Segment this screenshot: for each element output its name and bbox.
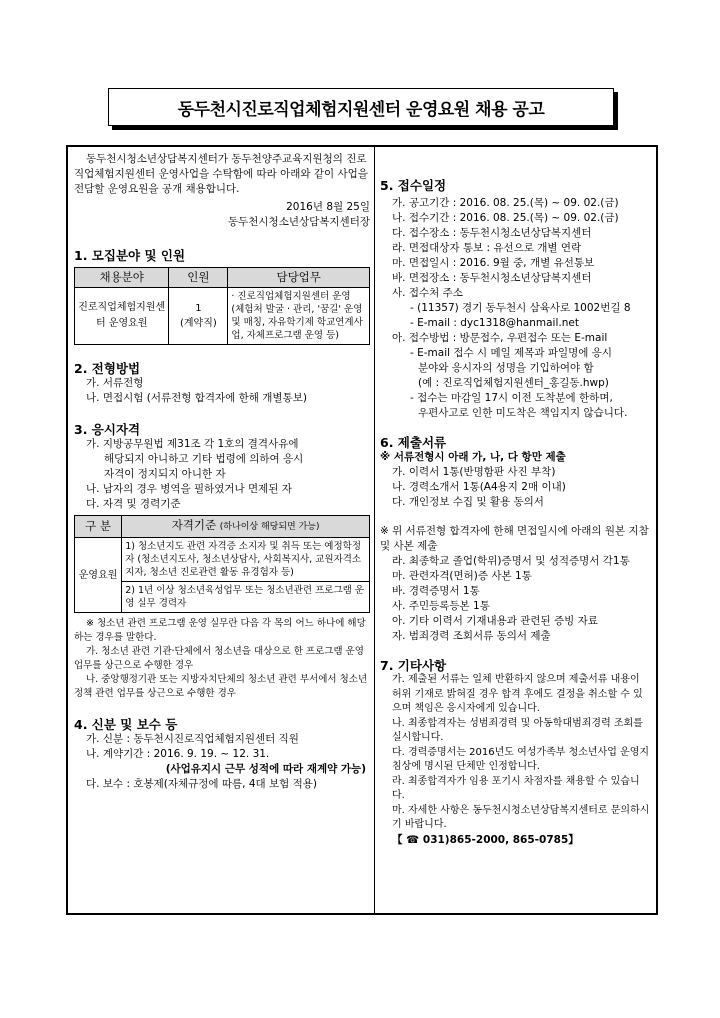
- s6-list2-i: 자. 범죄경력 조회서류 동의서 제출: [392, 630, 551, 642]
- s3-item-c: 다. 자격 및 경력기준: [86, 498, 181, 510]
- qualification-table: [74, 515, 370, 613]
- left-column: [74, 152, 370, 792]
- page-title: 동두천시진로직업체험지원센터 운영요원 채용 공고: [177, 99, 545, 120]
- s5-method-1: - E-mail 접수 시 메일 제목과 파일명에 응시: [410, 347, 613, 359]
- s5-item-d: 라. 면접대상자 통보 : 유선으로 개별 연락: [392, 242, 582, 254]
- s4-item-c: 다. 보수 : 호봉제(자체규정에 따름, 4대 보험 적용): [86, 778, 318, 790]
- s3-item-a2: 해당되지 아니하고 기타 법령에 의하여 응시: [104, 453, 304, 465]
- s4-item-b-note: (사업유지시 근무 성적에 따라 재계약 가능): [165, 763, 366, 775]
- s7-item-e: 마. 자세한 사항은 동두천시청소년상담복지센터로 문의하시기 바랍니다.: [392, 804, 650, 830]
- section6-heading: 6. 제출서류: [380, 435, 447, 450]
- s5-method-3: (예 : 진로직업체험지원센터_홍길동.hwp): [418, 377, 609, 389]
- s6-list1-a: 가. 이력서 1통(반명함판 사진 부착): [392, 466, 556, 478]
- title-box: [108, 88, 614, 126]
- s5-method-2: 분야와 응시자의 성명을 기입하여야 함: [418, 362, 594, 374]
- s5-item-f: 바. 면접장소 : 동두천시청소년상담복지센터: [392, 272, 592, 284]
- s5-method: 아. 접수방법 : 방문접수, 우편접수 또는 E-mail: [392, 332, 608, 344]
- s6-list1-c: 다. 개인정보 수집 및 활용 동의서: [392, 496, 544, 508]
- section2-heading: 2. 전형방법: [74, 361, 141, 376]
- qual-note-2: 가. 청소년 관련 기관·단체에서 청소년을 대상으로 한 프로그램 운영 업무를 상근으로 수행한 경우: [74, 646, 364, 671]
- s4-item-a: 가. 신분 : 동두천시진로직업체험지원센터 직원: [86, 733, 299, 745]
- s2-item-b: 나. 면접시험 (서류전형 합격자에 한해 개별통보): [86, 392, 307, 404]
- s7-list: [380, 673, 652, 833]
- s5-address: - (11357) 경기 동두천시 삼육사로 1002번길 8: [410, 302, 631, 314]
- recruit-count: 1: [195, 303, 202, 314]
- s2-item-a: 가. 서류전형: [86, 377, 144, 389]
- s6-list2-h: 아. 기타 이력서 기재내용과 관련된 증빙 자료: [392, 615, 598, 627]
- qual-header-note: (하나이상 해당되면 가능): [219, 522, 320, 532]
- s7-item-b: 나. 최종합격자는 성범죄경력 및 아동학대범죄경력 조회를 실시합니다.: [392, 717, 643, 743]
- qual-criteria-1: 1) 청소년지도 관련 자격증 소지자 및 취득 또는 예정학정자 (청소년지도사, 청소년상담사, 사회복지사, 교원자격소지자, 청소년 진로관련 활동 유경험자 등): [122, 538, 370, 582]
- s5-method-5: 우편사고로 인한 미도착은 책임지지 않습니다.: [418, 407, 628, 419]
- intro-date: 2016년 8월 25일: [286, 201, 370, 213]
- s6-sub1: ※ 서류전형시 아래 가, 나, 다 항만 제출: [380, 451, 566, 463]
- section3-heading: 3. 응시자격: [74, 422, 141, 437]
- s5-email: - E-mail : dyc1318@hanmail.net: [410, 317, 579, 329]
- s5-item-e: 마. 면접일시 : 2016. 9월 중, 개별 유선통보: [392, 257, 595, 269]
- qual-note-1: ※ 청소년 관련 프로그램 운영 실무란 다음 각 목의 어느 하나에 해당하는 경우를 말한다.: [74, 618, 366, 643]
- s6-list2-e: 마. 관련자격(면허)증 사본 1통: [392, 570, 532, 582]
- qual-header-title: 자격기준: [171, 518, 217, 532]
- recruit-table: [74, 267, 370, 345]
- qual-criteria-2: 2) 1년 이상 청소년육성업무 또는 청소년관련 프로그램 운영 실무 경력자: [122, 582, 370, 613]
- recruit-header-count: 인원: [169, 268, 228, 288]
- section7-heading: 7. 기타사항: [380, 658, 447, 673]
- recruit-field-cell: 진로직업체험지원센터 운영요원: [75, 288, 169, 345]
- qual-header-criteria: [122, 516, 370, 538]
- s6-list2-g: 사. 주민등록등본 1통: [392, 600, 490, 612]
- s5-item-a: 가. 공고기간 : 2016. 08. 25.(목) ~ 09. 02.(금): [392, 197, 619, 209]
- s7-contact: 【 ☎ 031)865-2000, 865-0785】: [392, 833, 579, 846]
- s5-method-4: - 접수는 마감일 17시 이전 도착분에 한하며,: [410, 392, 613, 404]
- section1-heading: 1. 모집분야 및 인원: [74, 248, 186, 263]
- intro-signer: 동두천시청소년상담복지센터장: [227, 216, 370, 228]
- s3-item-a1: 가. 지방공무원법 제31조 각 1호의 결격사유에: [86, 438, 299, 450]
- recruit-count-cell: [169, 288, 228, 345]
- s3-item-a3: 자격이 정지되지 아니한 자: [104, 468, 226, 480]
- s5-item-c: 다. 접수장소 : 동두천시청소년상담복지센터: [392, 227, 592, 239]
- column-divider: [374, 145, 375, 915]
- s6-list2-d: 라. 최종학교 졸업(학위)증명서 및 성적증명서 각1통: [392, 555, 630, 567]
- s6-list2-f: 바. 경력증명서 1통: [392, 585, 480, 597]
- section4-heading: 4. 신분 및 보수 등: [74, 717, 178, 732]
- s3-item-b: 나. 남자의 경우 병역을 필하였거나 면제된 자: [86, 483, 292, 495]
- qual-left-cell: 운영요원: [75, 538, 122, 613]
- qual-note-3: 나. 중앙행정기관 또는 지방자치단체의 청소년 관련 부서에서 청소년 정책 관련 업무를 상근으로 수행한 경우: [74, 674, 368, 699]
- s4-item-b: 나. 계약기간 : 2016. 9. 19. ~ 12. 31.: [86, 748, 270, 760]
- s5-item-g: 사. 접수처 주소: [392, 287, 463, 299]
- intro-paragraph: 동두천시청소년상담복지센터가 동두천양주교육지원청의 진로직업체험지원센터 운영사업을 수탁함에 따라 아래와 같이 사업을 전담할 운영요원을 공개 채용합니다.: [74, 153, 368, 195]
- recruit-duty-cell: · 진로직업체험지원센터 운영 (체험처 발굴 · 관리, '꿈길' 운영 및 매칭, 자유학기제 학교연계사업, 자체프로그램 운영 등): [228, 288, 370, 345]
- s7-item-a: 가. 제출된 서류는 일체 반환하지 않으며 제출서류 내용이 허위 기재로 밝혀질 경우 합격 후에도 결정을 취소할 수 있으며 책임은 응시자에게 있습니다.: [392, 674, 643, 714]
- right-column: [380, 152, 652, 848]
- s7-item-d: 라. 최종합격자가 임용 포기시 차점자를 채용할 수 있습니다.: [392, 775, 640, 801]
- recruit-header-duty: 담당업무: [228, 268, 370, 288]
- s7-item-c: 다. 경력증명서는 2016년도 여성가족부 청소년사업 운영지침상에 명시된 단체만 인정합니다.: [392, 746, 650, 772]
- qual-notes: [74, 617, 370, 701]
- s5-item-b: 나. 접수기간 : 2016. 08. 25.(목) ~ 09. 02.(금): [392, 212, 619, 224]
- qual-header-type: 구 분: [75, 516, 122, 538]
- section5-heading: 5. 접수일정: [380, 178, 447, 193]
- recruit-header-field: 채용분야: [75, 268, 169, 288]
- s6-list1-b: 나. 경력소개서 1통(A4용지 2매 이내): [392, 481, 566, 493]
- recruit-count-note: (계약직): [179, 318, 217, 329]
- s6-sub2: ※ 위 서류전형 합격자에 한해 면접일시에 아래의 원본 지참 및 사본 제출: [380, 525, 649, 552]
